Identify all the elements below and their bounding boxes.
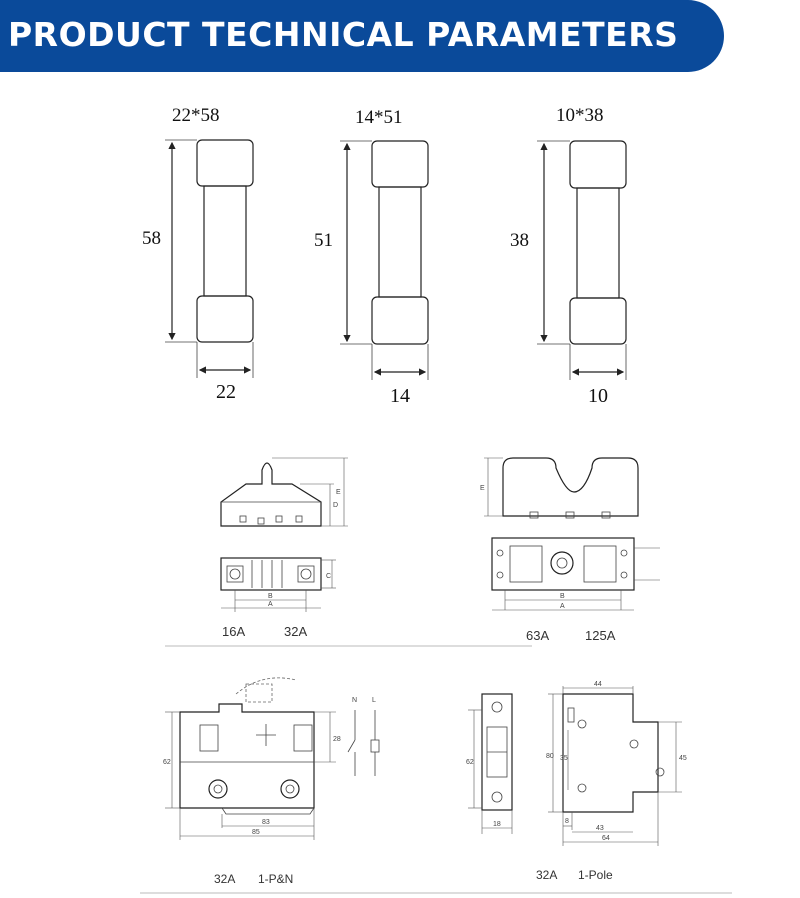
pole-h35-label: 35 bbox=[560, 755, 568, 762]
fuse3-size-label: 10*38 bbox=[556, 105, 604, 126]
schematic-n-label: N bbox=[352, 697, 358, 704]
small-holder-rating-32a: 32A bbox=[284, 624, 308, 639]
fuse1-width-label: 22 bbox=[216, 381, 236, 403]
fuse2-width-label: 14 bbox=[390, 385, 410, 407]
pn-holder-rating: 32A bbox=[214, 872, 236, 886]
dim-a2-label: A bbox=[560, 603, 565, 610]
fuse-14x51-drawing bbox=[340, 141, 428, 380]
pole-w43-label: 43 bbox=[596, 825, 604, 832]
large-holder-rating-125a: 125A bbox=[585, 628, 616, 643]
fuse1-length-label: 58 bbox=[142, 228, 161, 249]
pn-holder-drawing bbox=[163, 678, 379, 840]
fuse2-size-label: 14*51 bbox=[355, 107, 403, 128]
pole-holder-rating: 32A bbox=[536, 868, 558, 882]
pole-w64-label: 64 bbox=[602, 835, 610, 842]
dim-b2-label: B bbox=[560, 593, 565, 600]
pole-holder-type: 1-Pole bbox=[578, 868, 613, 882]
dim-e-label: E bbox=[336, 489, 341, 496]
large-holder-rating-63a: 63A bbox=[526, 628, 550, 643]
pole-h45-label: 45 bbox=[679, 755, 687, 762]
pn-h62-label: 62 bbox=[163, 759, 171, 766]
pn-holder-type: 1-P&N bbox=[258, 872, 294, 886]
schematic-l-label: L bbox=[372, 697, 376, 704]
fuse-22x58-drawing bbox=[165, 140, 253, 378]
pole-w18-label: 18 bbox=[493, 821, 501, 828]
pn-h28-label: 28 bbox=[333, 736, 341, 743]
pole-h80-label: 80 bbox=[546, 753, 554, 760]
fuse1-size-label: 22*58 bbox=[172, 105, 220, 126]
dim-c-label: C bbox=[326, 573, 332, 580]
pole-w8-label: 8 bbox=[565, 818, 569, 825]
page-title: PRODUCT TECHNICAL PARAMETERS bbox=[8, 15, 679, 54]
pn-w85-label: 85 bbox=[252, 829, 260, 836]
pole-w44-label: 44 bbox=[594, 681, 602, 688]
dim-e2-label: E bbox=[480, 485, 485, 492]
small-holder-drawing bbox=[221, 458, 348, 612]
pole-h62-label: 62 bbox=[466, 759, 474, 766]
dim-a-label: A bbox=[268, 601, 273, 608]
small-holder-rating-16a: 16A bbox=[222, 624, 246, 639]
pole-holder-drawing bbox=[466, 681, 687, 846]
fuse-10x38-drawing bbox=[537, 141, 626, 380]
fuse2-length-label: 51 bbox=[314, 230, 333, 251]
pn-w83-label: 83 bbox=[262, 819, 270, 826]
dim-d-label: D bbox=[333, 502, 339, 509]
fuse3-length-label: 38 bbox=[510, 230, 529, 251]
dim-b-label: B bbox=[268, 593, 273, 600]
large-holder-drawing bbox=[480, 458, 660, 610]
fuse3-width-label: 10 bbox=[588, 385, 608, 407]
